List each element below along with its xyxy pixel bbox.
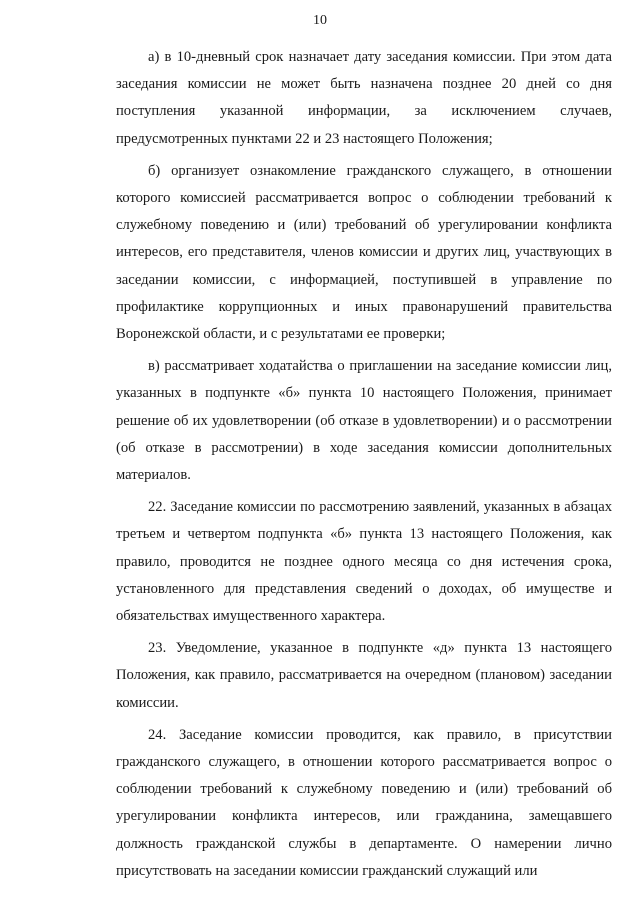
paragraph-22: 22. Заседание комиссии по рассмотрению заявлений, указанных в абзацах третьем и четвертом подпункта «б» пункта 13 настоящего Положения, как правило, проводится не позднее одного месяца со дня истечения срока, установленного для представления сведений о доходах, об имуществе и обязательствах имущественного характера. [116,499,612,625]
paragraph-23: 23. Уведомление, указанное в подпункте «д» пункта 13 настоящего Положения, как правило, рассматривается на очередном (плановом) заседании комиссии. [116,640,612,711]
paragraph-24: 24. Заседание комиссии проводится, как правило, в присутствии гражданского служащего, в отношении которого рассматривается вопрос о соблюдении требований к служебному поведению и (или) требований об урегулировании конфликта интересов, или гражданина, замещавшего должность гражданской службы в департаменте. О намерении лично присутствовать на заседании комиссии гражданский служащий или [116,726,612,879]
paragraph-v: в) рассматривает ходатайства о приглашении на заседание комиссии лиц, указанных в подпункте «б» пункта 10 настоящего Положения, принимает решение об их удовлетворении (об отказе в удовлетворении) и о рассмотрении (об отказе в рассмотрении) в ходе заседания комиссии дополнительных материалов. [116,358,612,484]
document-body [116,44,612,890]
paragraph-a: а) в 10-дневный срок назначает дату заседания комиссии. При этом дата заседания комиссии не может быть назначена позднее 20 дней со дня поступления указанной информации, за исключением случаев, предусмотренных пунктами 22 и 23 настоящего Положения; [116,49,612,147]
paragraph-b: б) организует ознакомление гражданского служащего, в отношении которого комиссией рассматривается вопрос о соблюдении требований к служебному поведению и (или) требований об урегулировании конфликта интересов, его представителя, членов комиссии и других лиц, участвующих в заседании комиссии, с информацией, поступившей в управление по профилактике коррупционных и иных правонарушений правительства Воронежской области, и с результатами ее проверки; [116,162,612,343]
page-number: 10 [313,13,327,28]
